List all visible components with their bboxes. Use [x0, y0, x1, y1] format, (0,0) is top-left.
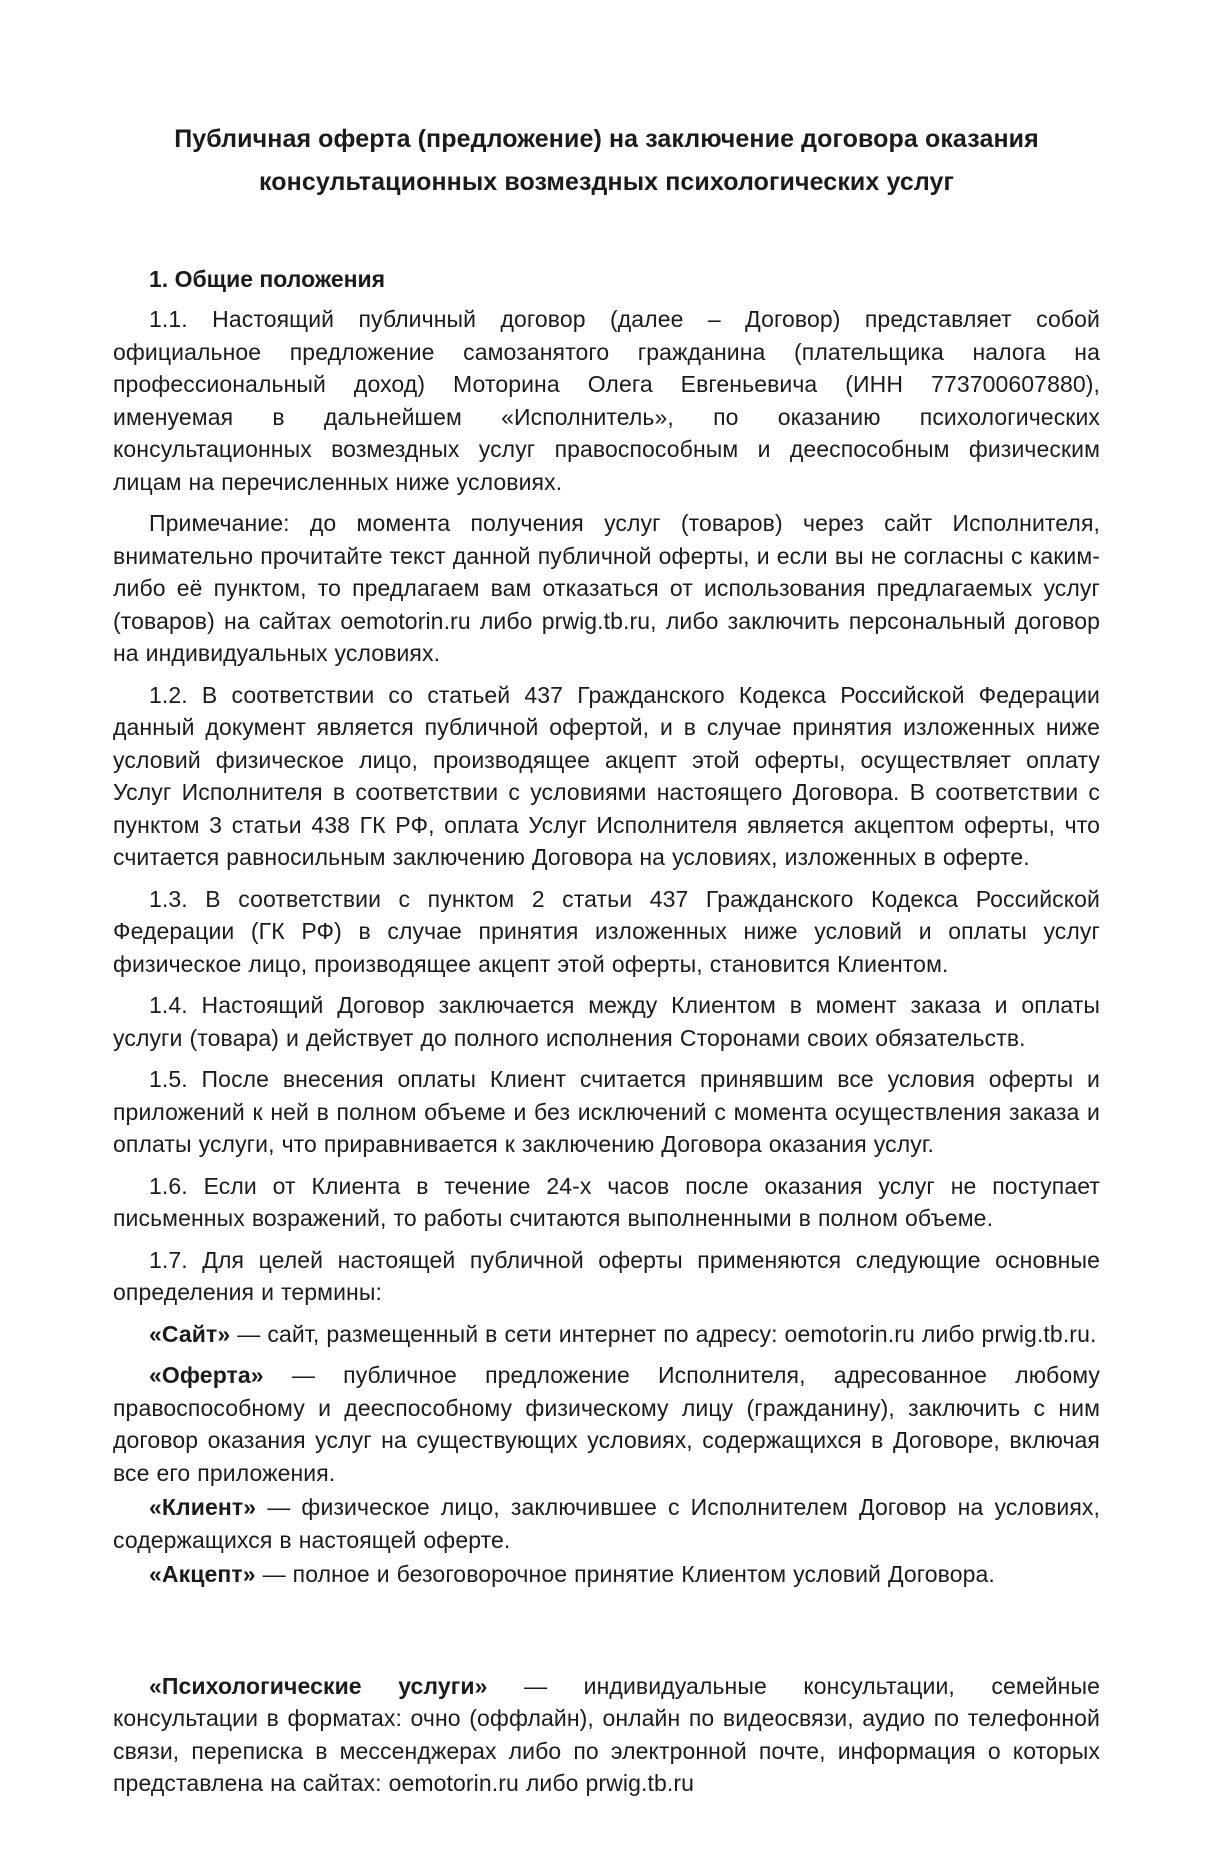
term-offer-definition: — публичное предложение Исполнителя, адресованное любому правоспособному и дееспособному физическому лицу (гражданину), заключить с ним договор оказания услуг на существующих условиях, содержащихся в Договоре, включая все его приложения.: [113, 1362, 1100, 1486]
document-title: Публичная оферта (предложение) на заключение договора оказания консультационных возмездных психологических услуг: [174, 125, 1039, 196]
section-heading-general-provisions: 1. Общие положения: [149, 266, 386, 292]
term-site-label: «Сайт»: [149, 1320, 231, 1347]
paragraph-clause-1-5: 1.5. После внесения оплаты Клиент считается принявшим все условия оферты и приложений к ней в полном объеме и без исключений с момента осуществления заказа и оплаты услуги, что приравнивается к заключению Договора оказания услуг.: [113, 1066, 1100, 1157]
paragraph-term-services: [113, 1670, 1100, 1800]
term-accept-definition: — полное и безоговорочное принятие Клиентом условий Договора.: [255, 1561, 995, 1587]
paragraph-term-offer: [113, 1359, 1100, 1489]
paragraph-clause-1-4: 1.4. Настоящий Договор заключается между Клиентом в момент заказа и оплаты услуги (товара) и действует до полного исполнения Сторонами своих обязательств.: [113, 992, 1100, 1051]
term-accept-label: «Акцепт»: [149, 1561, 256, 1587]
term-client-definition: — физическое лицо, заключившее с Исполнителем Договор на условиях, содержащихся в настоящей оферте.: [113, 1494, 1100, 1553]
paragraph-clause-1-2: 1.2. В соответствии со статьей 437 Гражданского Кодекса Российской Федерации данный документ является публичной офертой, и в случае принятия изложенных ниже условий физическое лицо, производящее акцепт этой оферты, осуществляет оплату Услуг Исполнителя в соответствии с условиями настоящего Договора. В соответствии с пунктом 3 статьи 438 ГК РФ, оплата Услуг Исполнителя является акцептом оферты, что считается равносильным заключению Договора на условиях, изложенных в оферте.: [113, 681, 1100, 870]
paragraph-clause-1-3: 1.3. В соответствии с пунктом 2 статьи 437 Гражданского Кодекса Российской Федерации (ГК РФ) в случае принятия изложенных ниже условий и оплаты услуг физическое лицо, производящее акцепт этой оферты, становится Клиентом.: [113, 885, 1100, 977]
term-site-definition: — сайт, размещенный в сети интернет по адресу: oemotorin.ru либо prwig.tb.ru.: [230, 1320, 1097, 1347]
paragraph-note: Примечание: до момента получения услуг (товаров) через сайт Исполнителя, внимательно прочитайте текст данной публичной оферты, и если вы не согласны с каким-либо её пунктом, то предлагаем вам отказаться от использования предлагаемых услуг (товаров) на сайтах oemotorin.ru либо prwig.tb.ru, либо заключить персональный договор на индивидуальных условиях.: [113, 510, 1100, 666]
paragraph-term-client: [113, 1491, 1100, 1556]
vertical-spacer: [113, 1591, 1100, 1661]
term-services-definition: — индивидуальные консультации, семейные консультации в форматах: очно (оффлайн), онлайн по видеосвязи, аудио по телефонной связи, переписка в мессенджерах либо по электронной почте, информация о которых представлена на сайтах: oemotorin.ru либо prwig.tb.ru: [113, 1672, 1100, 1796]
paragraph-clause-1-7: 1.7. Для целей настоящей публичной оферты применяются следующие основные определения и термины:: [113, 1246, 1100, 1305]
paragraph-clause-1-1: 1.1. Настоящий публичный договор (далее – Договор) представляет собой официальное предложение самозанятого гражданина (плательщика налога на профессиональный доход) Моторина Олега Евгеньевича (ИНН 773700607880), именуемая в дальнейшем «Исполнитель», по оказанию психологических консультационных возмездных услуг правоспособным и дееспособным физическим лицам на перечисленных ниже условиях.: [113, 306, 1100, 495]
paragraph-term-accept: [113, 1558, 1100, 1591]
paragraph-clause-1-6: 1.6. Если от Клиента в течение 24-х часов после оказания услуг не поступает письменных возражений, то работы считаются выполненными в полном объеме.: [113, 1172, 1100, 1231]
paragraph-term-site: [113, 1318, 1100, 1351]
term-services-label: «Психологические услуги»: [149, 1672, 488, 1699]
term-offer-label: «Оферта»: [149, 1362, 264, 1388]
term-client-label: «Клиент»: [149, 1494, 257, 1520]
